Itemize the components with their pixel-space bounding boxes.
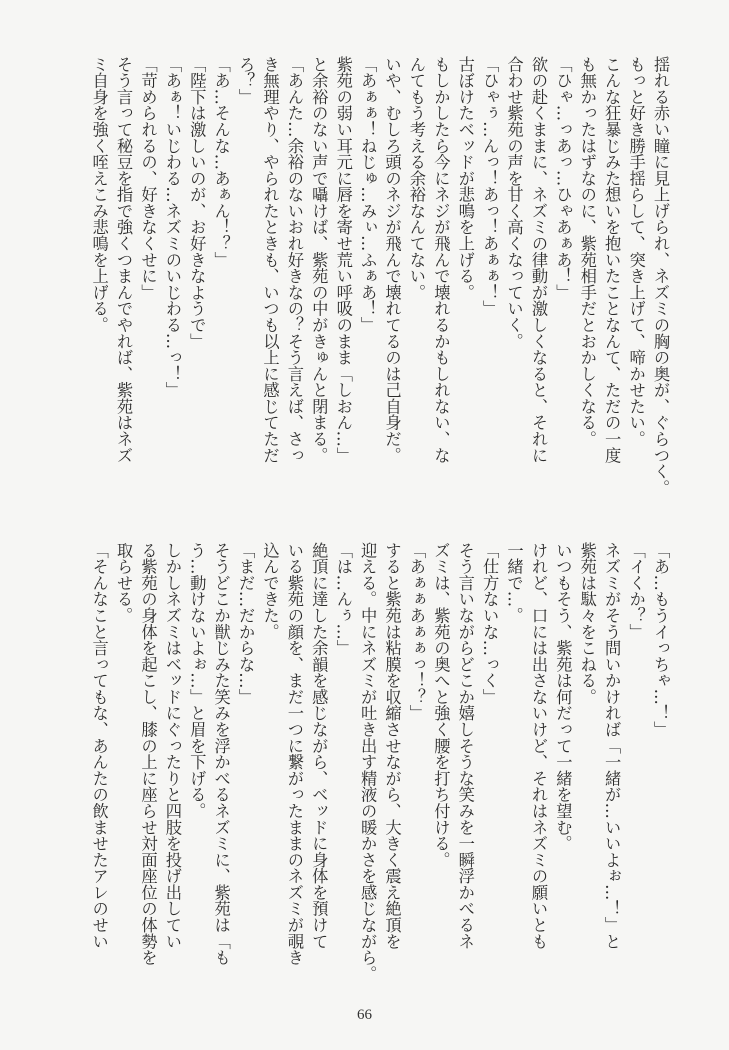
text-line: いる紫苑の顔を、まだ一つに繋がったままのネズミが覗き bbox=[284, 542, 304, 966]
text-line: 「ひゃぅ…んっ！あっ！あぁぁ！」 bbox=[480, 56, 500, 317]
text-line: しかしネズミはベッドにぐったりと四肢を投げ出してい bbox=[162, 542, 182, 950]
text-line: 取らせる。 bbox=[114, 542, 134, 624]
text-line: いつもそう、紫苑は何だって一緒を望む。 bbox=[553, 542, 573, 852]
text-line: 紫苑の弱い耳元に唇を寄せ荒い呼吸のまま「しおん…」 bbox=[333, 56, 353, 464]
bottom-text-block bbox=[86, 542, 672, 987]
text-line: そう言って秘豆を指で強くつまんでやれば、紫苑はネズ bbox=[114, 56, 134, 464]
text-line: 「ひゃ…っあっ…ひゃあぁあ！」 bbox=[553, 56, 573, 301]
text-line: 「まだ…だからな…」 bbox=[236, 542, 256, 705]
text-line: 欲の赴くままに、ネズミの律動が激しくなると、それに bbox=[528, 56, 548, 464]
text-line: 「あぁぁあぁぁっ！？」 bbox=[406, 542, 426, 722]
text-line: う…動けないよぉ…」と眉を下げる。 bbox=[187, 542, 207, 819]
text-line: んてもう考える余裕なんてない。 bbox=[406, 56, 426, 301]
text-line: ミ自身を強く咥えこみ悲鳴を上げる。 bbox=[89, 56, 109, 333]
text-line: ろ？」 bbox=[236, 56, 256, 105]
text-line: 「仕方ないな…っく」 bbox=[480, 542, 500, 705]
top-text-block bbox=[86, 56, 672, 501]
text-line: 古ぼけたベッドが悲鳴を上げる。 bbox=[455, 56, 475, 301]
text-line: こんな狂暴じみた想いを抱いたことなんて、ただの一度 bbox=[602, 56, 622, 464]
text-line: き無理やり、やられたときも、いつも以上に感じてただ bbox=[260, 56, 280, 464]
text-line: もっと好き勝手揺らして、突き上げて、啼かせたい。 bbox=[626, 56, 646, 447]
text-line: 「あぁ！いじわる…ネズミのいじわる…っ！」 bbox=[162, 56, 182, 399]
text-line: 揺れる赤い瞳に見上げられ、ネズミの胸の奥が、ぐらつく。 bbox=[651, 56, 670, 496]
text-line: 迎える。中にネズミが吐き出す精液の暖かさを感じながら。 bbox=[358, 542, 378, 982]
text-line: 「あぁぁ！ねじゅ…みぃ…ふぁあ！」 bbox=[358, 56, 378, 333]
text-line: 込んできた。 bbox=[260, 542, 280, 640]
text-line: 「あんた…余裕のないおれ好きなの？そう言えば、さっ bbox=[284, 56, 304, 464]
text-line: 「あ…もうイっちゃ…！」 bbox=[651, 542, 670, 738]
text-line: と余裕のない声で囁けば、紫苑の中がきゅんと閉まる。 bbox=[309, 56, 329, 464]
text-line: る紫苑の身体を起こし、膝の上に座らせ対面座位の体勢を bbox=[138, 542, 158, 966]
text-line: すると紫苑は粘膜を収縮させながら、大きく震え絶頂を bbox=[382, 542, 402, 950]
text-line: いや、むしろ頭のネジが飛んで壊れてるのは己自身だ。 bbox=[382, 56, 402, 464]
text-line: そう言いながらどこか嬉しそうな笑みを一瞬浮かべるネ bbox=[455, 542, 475, 950]
text-line: も無かったはずなのに、紫苑相手だとおかしくなる。 bbox=[577, 56, 597, 447]
text-line: ネズミがそう問いかければ「一緒が…いいよぉ…！」と bbox=[602, 542, 622, 950]
text-line: 絶頂に達した余韻を感じながら、ベッドに身体を預けて bbox=[309, 542, 329, 950]
text-line: 「そんなこと言ってもな、あんたの飲ませたアレのせい bbox=[89, 542, 109, 950]
page-number: 66 bbox=[357, 1007, 372, 1023]
text-line: ズミは、紫苑の奥へと強く腰を打ち付ける。 bbox=[431, 542, 451, 868]
text-line: 合わせ紫苑の声を甘く高くなっていく。 bbox=[504, 56, 524, 350]
text-line: 「陛下は激しいのが、お好きなようで」 bbox=[187, 56, 207, 350]
text-line: 「は…んぅ…」 bbox=[333, 542, 353, 657]
text-line: 「イくか？」 bbox=[626, 542, 646, 640]
text-line: 「あ…そんな…あぁん！？」 bbox=[211, 56, 231, 268]
text-line: 一緒で…。 bbox=[504, 542, 524, 624]
text-line: 「苛められるの、好きなくせに」 bbox=[138, 56, 158, 301]
text-line: けれど、口には出さないけど、それはネズミの願いとも bbox=[528, 542, 548, 950]
text-line: そうどこか獣じみた笑みを浮かべるネズミに、紫苑は「も bbox=[211, 542, 231, 966]
text-line: もしかしたら今にネジが飛んで壊れるかもしれない、な bbox=[431, 56, 451, 464]
text-line: 紫苑は駄々をこねる。 bbox=[577, 542, 597, 705]
